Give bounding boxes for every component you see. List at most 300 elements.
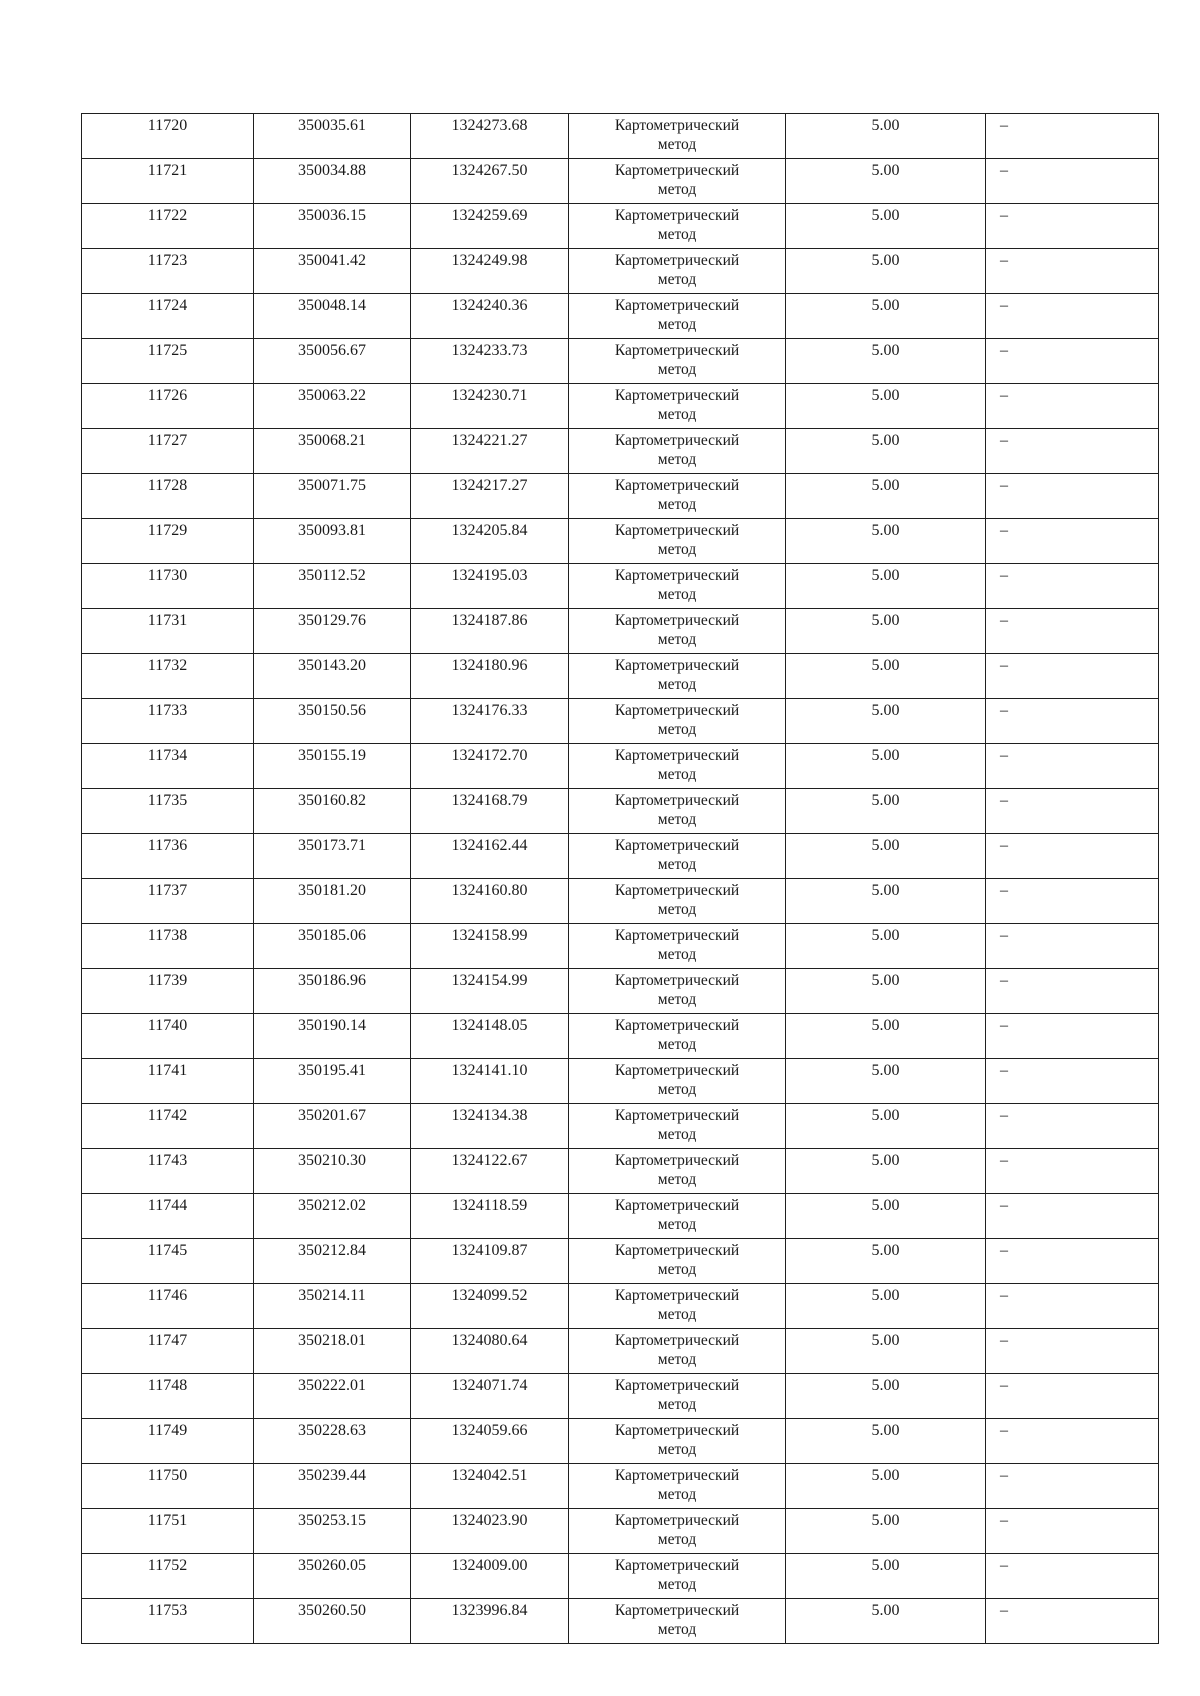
y-coordinate-cell: 1323996.84 xyxy=(411,1599,569,1644)
accuracy-cell: 5.00 xyxy=(786,564,986,609)
method-line-1: Картометрический xyxy=(614,1557,740,1574)
table-row xyxy=(82,384,1159,429)
point-number-cell: 11724 xyxy=(82,294,254,339)
y-coordinate-cell: 1324023.90 xyxy=(411,1509,569,1554)
note-cell: – xyxy=(986,699,1159,744)
accuracy-cell: 5.00 xyxy=(786,249,986,294)
note-cell: – xyxy=(986,204,1159,249)
method-cell xyxy=(569,1419,786,1464)
method-line-1: Картометрический xyxy=(614,1017,740,1034)
method-line-2: метод xyxy=(657,136,697,153)
note-cell: – xyxy=(986,1464,1159,1509)
method-cell xyxy=(569,1464,786,1509)
method-line-1: Картометрический xyxy=(614,972,740,989)
table-row xyxy=(82,1194,1159,1239)
x-coordinate-cell: 350150.56 xyxy=(254,699,411,744)
accuracy-cell: 5.00 xyxy=(786,159,986,204)
table-row xyxy=(82,1509,1159,1554)
y-coordinate-cell: 1324141.10 xyxy=(411,1059,569,1104)
point-number-cell: 11737 xyxy=(82,879,254,924)
accuracy-cell: 5.00 xyxy=(786,834,986,879)
point-number-cell: 11743 xyxy=(82,1149,254,1194)
accuracy-cell: 5.00 xyxy=(786,609,986,654)
note-cell: – xyxy=(986,924,1159,969)
accuracy-cell: 5.00 xyxy=(786,339,986,384)
method-line-2: метод xyxy=(657,721,697,738)
method-cell xyxy=(569,474,786,519)
note-cell: – xyxy=(986,654,1159,699)
table-row xyxy=(82,294,1159,339)
method-line-1: Картометрический xyxy=(614,882,740,899)
note-cell: – xyxy=(986,1059,1159,1104)
method-cell xyxy=(569,609,786,654)
table-row xyxy=(82,1599,1159,1644)
point-number-cell: 11745 xyxy=(82,1239,254,1284)
method-cell xyxy=(569,1059,786,1104)
method-line-1: Картометрический xyxy=(614,1242,740,1259)
method-line-2: метод xyxy=(657,811,697,828)
method-line-1: Картометрический xyxy=(614,1332,740,1349)
note-cell: – xyxy=(986,1194,1159,1239)
method-line-2: метод xyxy=(657,1576,697,1593)
method-line-1: Картометрический xyxy=(614,117,740,134)
method-line-1: Картометрический xyxy=(614,1467,740,1484)
accuracy-cell: 5.00 xyxy=(786,1374,986,1419)
method-line-1: Картометрический xyxy=(614,1152,740,1169)
x-coordinate-cell: 350093.81 xyxy=(254,519,411,564)
point-number-cell: 11750 xyxy=(82,1464,254,1509)
point-number-cell: 11752 xyxy=(82,1554,254,1599)
method-line-1: Картометрический xyxy=(614,342,740,359)
accuracy-cell: 5.00 xyxy=(786,969,986,1014)
method-cell xyxy=(569,1149,786,1194)
y-coordinate-cell: 1324249.98 xyxy=(411,249,569,294)
method-line-2: метод xyxy=(657,406,697,423)
x-coordinate-cell: 350181.20 xyxy=(254,879,411,924)
note-cell: – xyxy=(986,1419,1159,1464)
method-line-1: Картометрический xyxy=(614,1287,740,1304)
point-number-cell: 11730 xyxy=(82,564,254,609)
method-line-2: метод xyxy=(657,1036,697,1053)
accuracy-cell: 5.00 xyxy=(786,429,986,474)
x-coordinate-cell: 350186.96 xyxy=(254,969,411,1014)
method-cell xyxy=(569,429,786,474)
method-line-2: метод xyxy=(657,991,697,1008)
point-number-cell: 11744 xyxy=(82,1194,254,1239)
table-row xyxy=(82,429,1159,474)
method-cell xyxy=(569,699,786,744)
method-line-1: Картометрический xyxy=(614,567,740,584)
method-line-2: метод xyxy=(657,1081,697,1098)
x-coordinate-cell: 350112.52 xyxy=(254,564,411,609)
point-number-cell: 11725 xyxy=(82,339,254,384)
method-cell xyxy=(569,204,786,249)
table-row xyxy=(82,1239,1159,1284)
point-number-cell: 11720 xyxy=(82,114,254,159)
method-line-2: метод xyxy=(657,946,697,963)
method-line-1: Картометрический xyxy=(614,837,740,854)
x-coordinate-cell: 350071.75 xyxy=(254,474,411,519)
point-number-cell: 11736 xyxy=(82,834,254,879)
x-coordinate-cell: 350218.01 xyxy=(254,1329,411,1374)
method-line-2: метод xyxy=(657,631,697,648)
note-cell: – xyxy=(986,1509,1159,1554)
method-cell xyxy=(569,1194,786,1239)
y-coordinate-cell: 1324099.52 xyxy=(411,1284,569,1329)
method-cell xyxy=(569,1104,786,1149)
method-cell xyxy=(569,1239,786,1284)
point-number-cell: 11734 xyxy=(82,744,254,789)
method-cell xyxy=(569,114,786,159)
method-line-2: метод xyxy=(657,856,697,873)
note-cell: – xyxy=(986,339,1159,384)
accuracy-cell: 5.00 xyxy=(786,1014,986,1059)
accuracy-cell: 5.00 xyxy=(786,1194,986,1239)
coordinates-table-body xyxy=(82,114,1159,1644)
x-coordinate-cell: 350212.02 xyxy=(254,1194,411,1239)
table-row xyxy=(82,1284,1159,1329)
table-row xyxy=(82,789,1159,834)
point-number-cell: 11726 xyxy=(82,384,254,429)
coordinates-table xyxy=(81,113,1159,1644)
table-row xyxy=(82,609,1159,654)
table-row xyxy=(82,564,1159,609)
y-coordinate-cell: 1324154.99 xyxy=(411,969,569,1014)
method-cell xyxy=(569,159,786,204)
y-coordinate-cell: 1324240.36 xyxy=(411,294,569,339)
method-cell xyxy=(569,744,786,789)
method-line-2: метод xyxy=(657,1306,697,1323)
note-cell: – xyxy=(986,1104,1159,1149)
table-row xyxy=(82,1104,1159,1149)
method-line-2: метод xyxy=(657,541,697,558)
x-coordinate-cell: 350239.44 xyxy=(254,1464,411,1509)
point-number-cell: 11721 xyxy=(82,159,254,204)
table-row xyxy=(82,519,1159,564)
x-coordinate-cell: 350048.14 xyxy=(254,294,411,339)
accuracy-cell: 5.00 xyxy=(786,1104,986,1149)
method-cell xyxy=(569,969,786,1014)
note-cell: – xyxy=(986,114,1159,159)
y-coordinate-cell: 1324180.96 xyxy=(411,654,569,699)
y-coordinate-cell: 1324259.69 xyxy=(411,204,569,249)
method-line-1: Картометрический xyxy=(614,162,740,179)
table-row xyxy=(82,1329,1159,1374)
table-row xyxy=(82,474,1159,519)
note-cell: – xyxy=(986,1239,1159,1284)
note-cell: – xyxy=(986,1284,1159,1329)
point-number-cell: 11746 xyxy=(82,1284,254,1329)
accuracy-cell: 5.00 xyxy=(786,654,986,699)
note-cell: – xyxy=(986,564,1159,609)
x-coordinate-cell: 350034.88 xyxy=(254,159,411,204)
y-coordinate-cell: 1324205.84 xyxy=(411,519,569,564)
accuracy-cell: 5.00 xyxy=(786,1239,986,1284)
method-line-1: Картометрический xyxy=(614,1062,740,1079)
table-row xyxy=(82,159,1159,204)
point-number-cell: 11749 xyxy=(82,1419,254,1464)
method-line-1: Картометрический xyxy=(614,1197,740,1214)
method-line-1: Картометрический xyxy=(614,612,740,629)
method-cell xyxy=(569,1014,786,1059)
method-line-1: Картометрический xyxy=(614,297,740,314)
method-line-2: метод xyxy=(657,1486,697,1503)
method-cell xyxy=(569,519,786,564)
x-coordinate-cell: 350173.71 xyxy=(254,834,411,879)
note-cell: – xyxy=(986,519,1159,564)
accuracy-cell: 5.00 xyxy=(786,1464,986,1509)
method-cell xyxy=(569,1284,786,1329)
y-coordinate-cell: 1324172.70 xyxy=(411,744,569,789)
method-line-2: метод xyxy=(657,1396,697,1413)
point-number-cell: 11738 xyxy=(82,924,254,969)
method-line-1: Картометрический xyxy=(614,927,740,944)
point-number-cell: 11742 xyxy=(82,1104,254,1149)
x-coordinate-cell: 350222.01 xyxy=(254,1374,411,1419)
point-number-cell: 11727 xyxy=(82,429,254,474)
method-line-2: метод xyxy=(657,181,697,198)
table-row xyxy=(82,969,1159,1014)
note-cell: – xyxy=(986,294,1159,339)
accuracy-cell: 5.00 xyxy=(786,384,986,429)
note-cell: – xyxy=(986,1149,1159,1194)
table-row xyxy=(82,1464,1159,1509)
accuracy-cell: 5.00 xyxy=(786,204,986,249)
x-coordinate-cell: 350185.06 xyxy=(254,924,411,969)
x-coordinate-cell: 350195.41 xyxy=(254,1059,411,1104)
note-cell: – xyxy=(986,1554,1159,1599)
method-line-2: метод xyxy=(657,1261,697,1278)
table-row xyxy=(82,654,1159,699)
method-line-1: Картометрический xyxy=(614,387,740,404)
y-coordinate-cell: 1324168.79 xyxy=(411,789,569,834)
x-coordinate-cell: 350155.19 xyxy=(254,744,411,789)
table-row xyxy=(82,924,1159,969)
x-coordinate-cell: 350036.15 xyxy=(254,204,411,249)
x-coordinate-cell: 350056.67 xyxy=(254,339,411,384)
method-cell xyxy=(569,339,786,384)
accuracy-cell: 5.00 xyxy=(786,1599,986,1644)
point-number-cell: 11747 xyxy=(82,1329,254,1374)
point-number-cell: 11722 xyxy=(82,204,254,249)
note-cell: – xyxy=(986,1374,1159,1419)
accuracy-cell: 5.00 xyxy=(786,1059,986,1104)
accuracy-cell: 5.00 xyxy=(786,699,986,744)
method-line-1: Картометрический xyxy=(614,702,740,719)
y-coordinate-cell: 1324134.38 xyxy=(411,1104,569,1149)
method-line-2: метод xyxy=(657,271,697,288)
method-line-2: метод xyxy=(657,1216,697,1233)
method-line-2: метод xyxy=(657,496,697,513)
note-cell: – xyxy=(986,744,1159,789)
method-cell xyxy=(569,564,786,609)
accuracy-cell: 5.00 xyxy=(786,924,986,969)
method-cell xyxy=(569,924,786,969)
note-cell: – xyxy=(986,834,1159,879)
point-number-cell: 11751 xyxy=(82,1509,254,1554)
method-line-1: Картометрический xyxy=(614,252,740,269)
method-cell xyxy=(569,789,786,834)
table-row xyxy=(82,1419,1159,1464)
method-line-1: Картометрический xyxy=(614,477,740,494)
accuracy-cell: 5.00 xyxy=(786,1419,986,1464)
x-coordinate-cell: 350253.15 xyxy=(254,1509,411,1554)
method-line-2: метод xyxy=(657,586,697,603)
method-line-2: метод xyxy=(657,901,697,918)
accuracy-cell: 5.00 xyxy=(786,294,986,339)
y-coordinate-cell: 1324162.44 xyxy=(411,834,569,879)
y-coordinate-cell: 1324080.64 xyxy=(411,1329,569,1374)
accuracy-cell: 5.00 xyxy=(786,114,986,159)
x-coordinate-cell: 350035.61 xyxy=(254,114,411,159)
y-coordinate-cell: 1324176.33 xyxy=(411,699,569,744)
method-cell xyxy=(569,879,786,924)
point-number-cell: 11739 xyxy=(82,969,254,1014)
method-cell xyxy=(569,1599,786,1644)
y-coordinate-cell: 1324273.68 xyxy=(411,114,569,159)
method-line-2: метод xyxy=(657,766,697,783)
note-cell: – xyxy=(986,969,1159,1014)
method-line-2: метод xyxy=(657,1621,697,1638)
y-coordinate-cell: 1324217.27 xyxy=(411,474,569,519)
y-coordinate-cell: 1324158.99 xyxy=(411,924,569,969)
accuracy-cell: 5.00 xyxy=(786,744,986,789)
method-line-1: Картометрический xyxy=(614,1377,740,1394)
method-line-1: Картометрический xyxy=(614,522,740,539)
accuracy-cell: 5.00 xyxy=(786,1149,986,1194)
y-coordinate-cell: 1324195.03 xyxy=(411,564,569,609)
table-row xyxy=(82,249,1159,294)
method-line-2: метод xyxy=(657,316,697,333)
x-coordinate-cell: 350068.21 xyxy=(254,429,411,474)
y-coordinate-cell: 1324009.00 xyxy=(411,1554,569,1599)
x-coordinate-cell: 350214.11 xyxy=(254,1284,411,1329)
method-line-2: метод xyxy=(657,1171,697,1188)
table-row xyxy=(82,1059,1159,1104)
method-cell xyxy=(569,1329,786,1374)
method-cell xyxy=(569,294,786,339)
point-number-cell: 11731 xyxy=(82,609,254,654)
table-row xyxy=(82,744,1159,789)
method-line-1: Картометрический xyxy=(614,747,740,764)
accuracy-cell: 5.00 xyxy=(786,1509,986,1554)
method-line-1: Картометрический xyxy=(614,207,740,224)
method-line-2: метод xyxy=(657,361,697,378)
y-coordinate-cell: 1324233.73 xyxy=(411,339,569,384)
y-coordinate-cell: 1324118.59 xyxy=(411,1194,569,1239)
accuracy-cell: 5.00 xyxy=(786,1554,986,1599)
point-number-cell: 11723 xyxy=(82,249,254,294)
point-number-cell: 11753 xyxy=(82,1599,254,1644)
method-line-1: Картометрический xyxy=(614,432,740,449)
table-row xyxy=(82,699,1159,744)
x-coordinate-cell: 350260.05 xyxy=(254,1554,411,1599)
method-cell xyxy=(569,384,786,429)
method-line-2: метод xyxy=(657,226,697,243)
x-coordinate-cell: 350190.14 xyxy=(254,1014,411,1059)
accuracy-cell: 5.00 xyxy=(786,474,986,519)
method-line-1: Картометрический xyxy=(614,1107,740,1124)
point-number-cell: 11748 xyxy=(82,1374,254,1419)
y-coordinate-cell: 1324221.27 xyxy=(411,429,569,474)
table-row xyxy=(82,114,1159,159)
method-line-1: Картометрический xyxy=(614,657,740,674)
note-cell: – xyxy=(986,429,1159,474)
note-cell: – xyxy=(986,474,1159,519)
y-coordinate-cell: 1324059.66 xyxy=(411,1419,569,1464)
note-cell: – xyxy=(986,1329,1159,1374)
y-coordinate-cell: 1324071.74 xyxy=(411,1374,569,1419)
method-line-2: метод xyxy=(657,1441,697,1458)
method-line-2: метод xyxy=(657,1126,697,1143)
point-number-cell: 11728 xyxy=(82,474,254,519)
method-cell xyxy=(569,1374,786,1419)
x-coordinate-cell: 350212.84 xyxy=(254,1239,411,1284)
y-coordinate-cell: 1324187.86 xyxy=(411,609,569,654)
table-row xyxy=(82,1149,1159,1194)
method-cell xyxy=(569,249,786,294)
method-line-2: метод xyxy=(657,1351,697,1368)
method-cell xyxy=(569,654,786,699)
x-coordinate-cell: 350063.22 xyxy=(254,384,411,429)
table-row xyxy=(82,339,1159,384)
note-cell: – xyxy=(986,1599,1159,1644)
table-row xyxy=(82,879,1159,924)
method-line-1: Картометрический xyxy=(614,1512,740,1529)
x-coordinate-cell: 350041.42 xyxy=(254,249,411,294)
y-coordinate-cell: 1324122.67 xyxy=(411,1149,569,1194)
point-number-cell: 11732 xyxy=(82,654,254,699)
accuracy-cell: 5.00 xyxy=(786,1329,986,1374)
note-cell: – xyxy=(986,879,1159,924)
x-coordinate-cell: 350129.76 xyxy=(254,609,411,654)
accuracy-cell: 5.00 xyxy=(786,519,986,564)
table-row xyxy=(82,204,1159,249)
method-cell xyxy=(569,834,786,879)
point-number-cell: 11729 xyxy=(82,519,254,564)
y-coordinate-cell: 1324148.05 xyxy=(411,1014,569,1059)
y-coordinate-cell: 1324109.87 xyxy=(411,1239,569,1284)
point-number-cell: 11741 xyxy=(82,1059,254,1104)
x-coordinate-cell: 350143.20 xyxy=(254,654,411,699)
point-number-cell: 11740 xyxy=(82,1014,254,1059)
point-number-cell: 11733 xyxy=(82,699,254,744)
method-line-1: Картометрический xyxy=(614,792,740,809)
method-line-2: метод xyxy=(657,1531,697,1548)
method-cell xyxy=(569,1509,786,1554)
table-row xyxy=(82,1374,1159,1419)
x-coordinate-cell: 350228.63 xyxy=(254,1419,411,1464)
table-row xyxy=(82,834,1159,879)
method-line-2: метод xyxy=(657,676,697,693)
note-cell: – xyxy=(986,789,1159,834)
y-coordinate-cell: 1324160.80 xyxy=(411,879,569,924)
note-cell: – xyxy=(986,159,1159,204)
y-coordinate-cell: 1324267.50 xyxy=(411,159,569,204)
x-coordinate-cell: 350210.30 xyxy=(254,1149,411,1194)
note-cell: – xyxy=(986,1014,1159,1059)
method-line-1: Картометрический xyxy=(614,1422,740,1439)
x-coordinate-cell: 350260.50 xyxy=(254,1599,411,1644)
x-coordinate-cell: 350160.82 xyxy=(254,789,411,834)
note-cell: – xyxy=(986,249,1159,294)
accuracy-cell: 5.00 xyxy=(786,789,986,834)
method-cell xyxy=(569,1554,786,1599)
point-number-cell: 11735 xyxy=(82,789,254,834)
note-cell: – xyxy=(986,384,1159,429)
table-row xyxy=(82,1554,1159,1599)
accuracy-cell: 5.00 xyxy=(786,1284,986,1329)
